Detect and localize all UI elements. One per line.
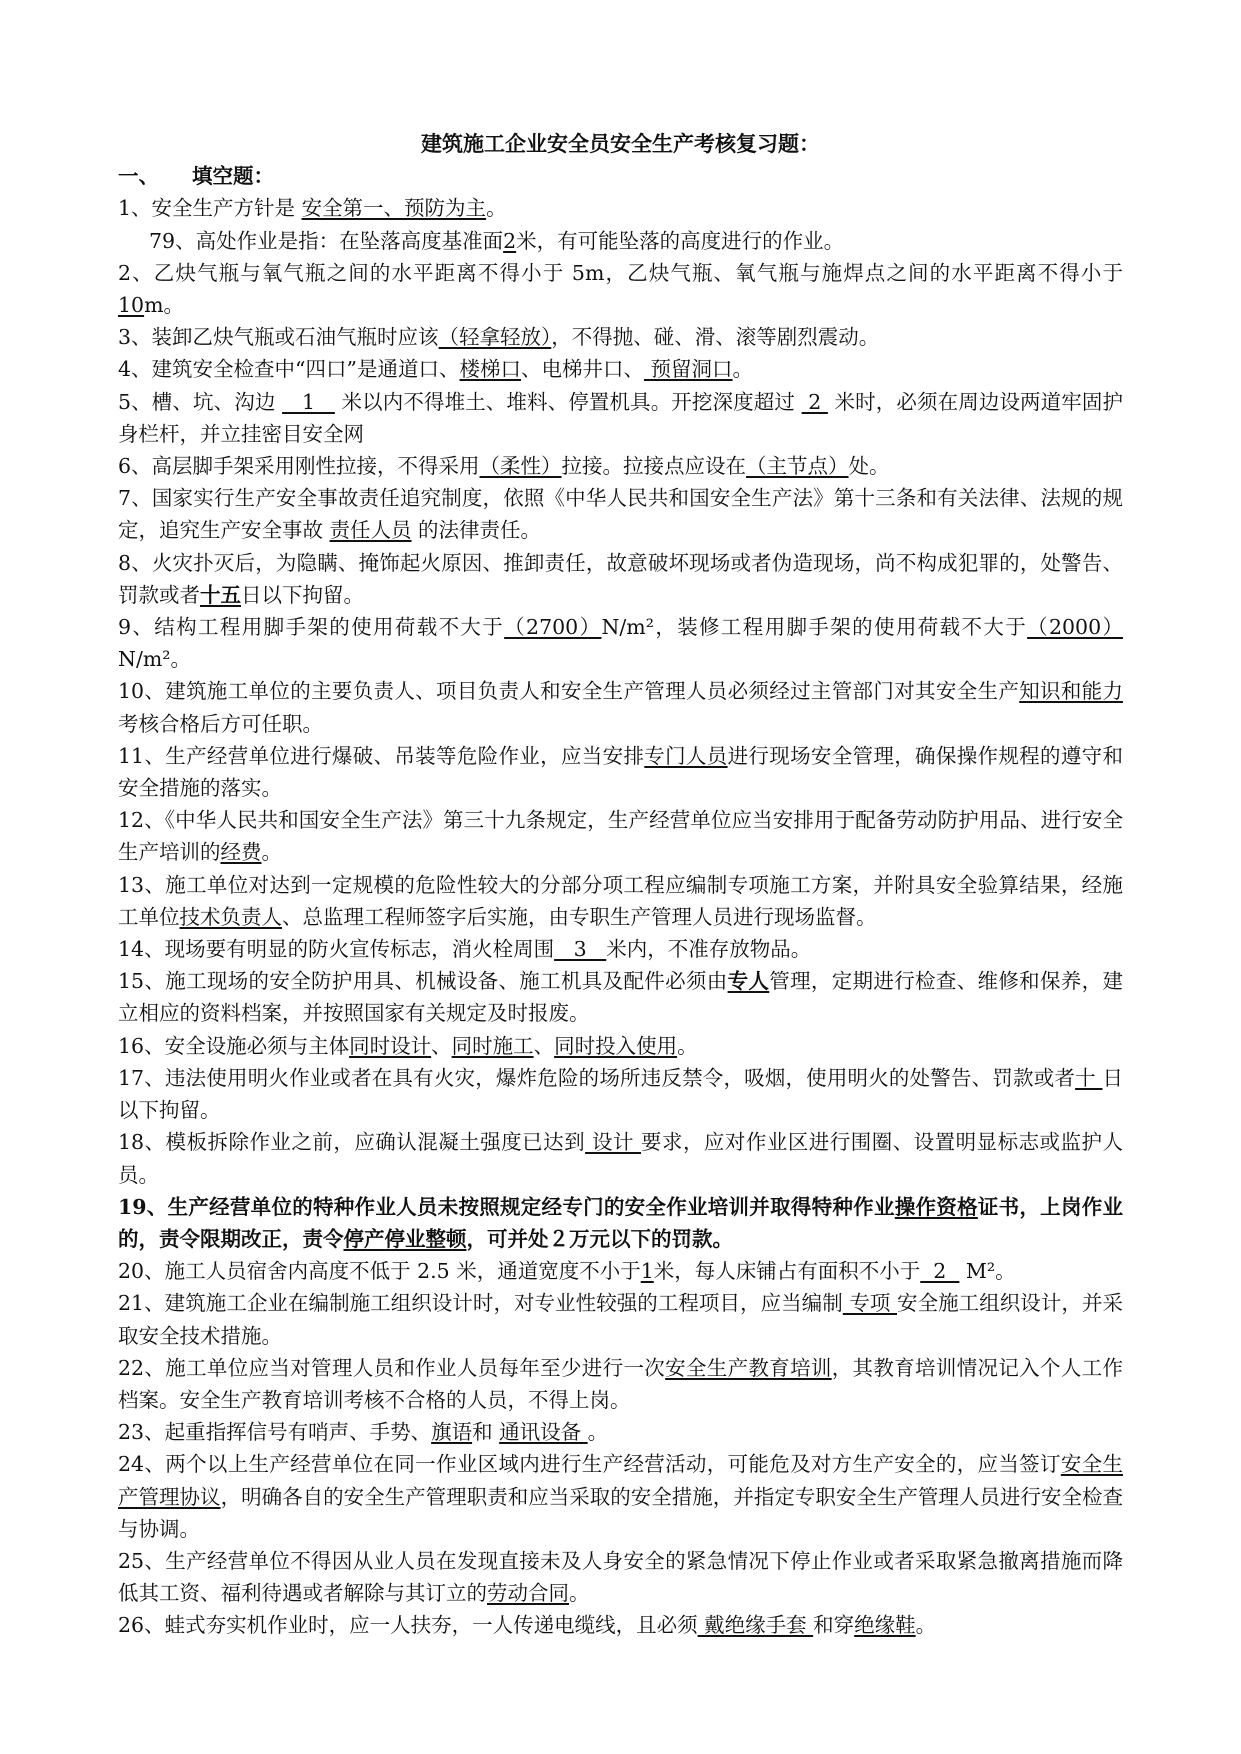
- question-text: 考核合格后方可任职。: [118, 711, 323, 736]
- question-text: 10、建筑施工单位的主要负责人、项目负责人和安全生产管理人员必须经过主管部门对其安全生产: [118, 679, 1020, 704]
- question-text: 进行现场安全管理，确保操作规程的遵守和安全措施的落实。: [118, 743, 1123, 801]
- question-item: [118, 482, 1123, 546]
- question-text: 。: [915, 1613, 937, 1638]
- question-text: 米，有可能坠落的高度进行的作业。: [516, 228, 845, 253]
- answer-text: （2000）: [1027, 615, 1124, 640]
- question-text: 5、槽、坑、沟边: [118, 389, 283, 414]
- answer-text: 10: [118, 293, 145, 318]
- question-text: 12、《中华人民共和国安全生产法》第三十九条规定，生产经营单位应当安排用于配备劳动防护用品、进行安全生产培训的: [118, 808, 1123, 865]
- question-text: M²。: [959, 1259, 1016, 1284]
- answer-text: 3: [554, 937, 607, 962]
- question-text: 米内，不准存放物品。: [606, 937, 812, 962]
- question-text: 26、蛙式夯实机作业时，应一人扶夯，一人传递电缆线，且必须: [118, 1613, 698, 1638]
- answer-text: 技术负责人: [179, 904, 282, 929]
- question-text: 、: [533, 1033, 555, 1058]
- question-text: 的法律责任。: [411, 518, 542, 543]
- question-text: 9、结构工程用脚手架的使用荷载不大于: [118, 615, 505, 640]
- section-label: 填空题：: [192, 164, 274, 189]
- question-text: 米时，必须在周边设两道牢固护身栏杆，并立挂密目安全网: [118, 389, 1124, 446]
- question-item: [118, 740, 1123, 804]
- question-text: 米以内不得堆土、堆料、停置机具。开挖深度超过: [334, 389, 802, 414]
- question-text: 13、施工单位对达到一定规模的危险性较大的分部分项工程应编制专项施工方案，并附具安全验算结果，经施工单位: [118, 872, 1123, 929]
- answer-text: 绝缘鞋: [854, 1613, 916, 1638]
- answer-text: 1: [640, 1259, 654, 1284]
- answer-text: 劳动合同: [487, 1581, 569, 1606]
- question-item: [118, 965, 1123, 1029]
- question-item: [118, 353, 1123, 385]
- question-text: 21、建筑施工企业在编制施工组织设计时，对专业性较强的工程项目，应当编制: [118, 1291, 843, 1316]
- answer-text: 2: [920, 1259, 960, 1284]
- question-text: 11、生产经营单位进行爆破、吊装等危险作业，应当安排: [118, 743, 645, 768]
- answer-text: （柔性）: [479, 454, 562, 479]
- answer-text: 安全生产管理协议: [118, 1452, 1123, 1509]
- question-item: [118, 1545, 1123, 1609]
- question-item: [118, 321, 1123, 353]
- answer-text: 楼梯口: [459, 357, 522, 382]
- question-text: 日以下拘留。: [118, 1065, 1123, 1123]
- question-text: 。: [486, 196, 507, 221]
- question-item: [118, 1191, 1123, 1255]
- question-item: [118, 1126, 1123, 1190]
- question-item: [118, 1030, 1123, 1062]
- question-text: 15、施工现场的安全防护用具、机械设备、施工机具及配件必须由: [118, 969, 728, 994]
- question-item: [118, 1448, 1123, 1545]
- question-text: 管理，定期进行检查、维修和保养，建立相应的资料档案，并按照国家有关规定及时报废。: [118, 969, 1123, 1026]
- answer-text: 十: [1075, 1065, 1103, 1090]
- question-item: [118, 1287, 1123, 1351]
- question-text: 。: [261, 840, 282, 865]
- answer-text: 同时设计: [349, 1033, 432, 1058]
- document-title: 建筑施工企业安全员安全生产考核复习题：: [421, 131, 820, 156]
- question-text: 3、装卸乙炔气瓶或石油气瓶时应该: [118, 325, 439, 350]
- question-text: 。: [587, 1420, 609, 1445]
- question-list: [118, 192, 1130, 1641]
- question-text: 1、安全生产方针是: [118, 196, 302, 221]
- answer-text: 专门人员: [644, 743, 728, 768]
- answer-text: 2: [801, 389, 828, 414]
- question-item: [118, 547, 1123, 611]
- question-text: 79、高处作业是指：在坠落高度基准面: [149, 228, 504, 253]
- question-item: [118, 1609, 1123, 1641]
- question-text: 和: [472, 1420, 500, 1445]
- question-text: 要求，应对作业区进行围圈、设置明显标志或监护人员。: [118, 1130, 1123, 1187]
- question-text: 拉接。拉接点应设在: [561, 454, 747, 479]
- question-text: 8、火灾扑灭后，为隐瞒、掩饰起火原因、推卸责任，故意破坏现场或者伪造现场，尚不构成犯罪的，处警告、罚款或者: [118, 550, 1123, 607]
- question-item: [118, 225, 1123, 257]
- answer-text: （2700）: [504, 615, 602, 640]
- question-text: 。: [569, 1581, 590, 1606]
- answer-text: 旗语: [431, 1420, 473, 1445]
- answer-text: 2: [503, 228, 517, 253]
- question-text: 。: [732, 357, 754, 382]
- question-text: 6、高层脚手架采用刚性拉接，不得采用: [118, 454, 480, 479]
- question-text: ，可并处２万元以下的罚款。: [466, 1226, 733, 1251]
- question-text: 安全施工组织设计，并采取安全技术措施。: [118, 1291, 1123, 1348]
- question-text: ，明确各自的安全生产管理职责和应当采取的安全措施，并指定专职安全生产管理人员进行安全检查与协调。: [118, 1484, 1124, 1541]
- question-text: ，不得抛、碰、滑、滚等剧烈震动。: [551, 325, 880, 350]
- document-page: [118, 128, 1130, 1642]
- answer-text: 设计: [585, 1130, 641, 1155]
- question-item: [118, 933, 1123, 965]
- question-text: 。: [677, 1033, 698, 1058]
- question-text: 米，每人床铺占有面积不小于: [653, 1259, 921, 1284]
- answer-text: 专项: [842, 1291, 898, 1316]
- question-item: [118, 192, 1123, 224]
- answer-text: 经费: [220, 840, 262, 865]
- question-item: [118, 804, 1123, 868]
- question-item: [118, 1255, 1123, 1287]
- question-text: 处。: [848, 454, 890, 479]
- answer-text: （轻拿轻放）: [438, 325, 552, 350]
- section-heading: [118, 160, 1123, 192]
- answer-text: 安全第一、预防为主: [301, 196, 487, 221]
- answer-text: 停产停业整顿: [343, 1226, 467, 1251]
- question-item: [118, 1062, 1123, 1126]
- answer-text: 通讯设备: [499, 1420, 588, 1445]
- question-text: 23、起重指挥信号有哨声、手势、: [118, 1420, 432, 1445]
- question-item: [118, 450, 1123, 482]
- question-text: 14、现场要有明显的防火宣传标志，消火栓周围: [118, 937, 555, 962]
- question-text: 18、模板拆除作业之前，应确认混凝土强度已达到: [118, 1130, 586, 1155]
- answer-text: 1: [282, 389, 335, 414]
- question-text: 7、国家实行生产安全事故责任追究制度，依照《中华人民共和国安全生产法》第十三条和有关法律、法规的规定，追究生产安全事故: [118, 486, 1123, 543]
- question-text: 17、违法使用明火作业或者在具有火灾，爆炸危险的场所违反禁令，吸烟，使用明火的处警告、罚款或者: [118, 1065, 1076, 1090]
- question-text: ，其教育培训情况记入个人工作档案。安全生产教育培训考核不合格的人员，不得上岗。: [118, 1355, 1123, 1412]
- answer-text: 戴绝缘手套: [697, 1613, 814, 1638]
- question-item: [118, 611, 1130, 675]
- question-text: 20、施工人员宿舍内高度不低于 2.5 米，通道宽度不小于: [118, 1259, 641, 1284]
- question-text: 19、生产经营单位的特种作业人员未按照规定经专门的安全作业培训并取得特种作业: [118, 1194, 895, 1219]
- answer-text: 责任人员: [329, 518, 412, 543]
- question-text: 24、两个以上生产经营单位在同一作业区域内进行生产经营活动，可能危及对方生产安全的，应当签订: [118, 1452, 1061, 1477]
- question-item: [118, 675, 1123, 739]
- question-item: [118, 257, 1130, 321]
- question-text: 日以下拘留。: [241, 582, 364, 607]
- answer-text: 同时施工: [451, 1033, 534, 1058]
- question-text: 证书，上岗作业的，责令限期改正，责令: [118, 1194, 1124, 1251]
- question-item: [118, 869, 1123, 933]
- answer-text: （主节点）: [746, 454, 849, 479]
- question-text: N/m²，装修工程用脚手架的使用荷载不大于: [601, 615, 1028, 640]
- question-text: 16、安全设施必须与主体: [118, 1033, 350, 1058]
- question-item: [118, 386, 1123, 450]
- question-text: 、总监理工程师签字后实施，由专职生产管理人员进行现场监督。: [282, 904, 877, 929]
- answer-text: 操作资格: [894, 1194, 978, 1219]
- question-text: 2、乙炔气瓶与氧气瓶之间的水平距离不得小于 5m，乙炔气瓶、氧气瓶与施焊点之间的水平距离不得小于: [118, 260, 1130, 285]
- answer-text: 知识和能力: [1019, 679, 1123, 704]
- answer-text: 安全生产教育培训: [665, 1355, 832, 1380]
- question-text: 和穿: [813, 1613, 855, 1638]
- answer-text: 预留洞口: [644, 357, 733, 382]
- question-item: [118, 1416, 1123, 1448]
- answer-text: 专人: [727, 969, 770, 994]
- question-item: [118, 1352, 1123, 1416]
- question-text: m。: [144, 293, 185, 318]
- section-number: 一、: [118, 164, 159, 189]
- question-text: 22、施工单位应当对管理人员和作业人员每年至少进行一次: [118, 1355, 666, 1380]
- answer-text: 十五: [200, 582, 241, 607]
- question-text: 4、建筑安全检查中“四口”是通道口、: [118, 357, 460, 382]
- question-text: 、电梯井口、: [521, 357, 645, 382]
- answer-text: 同时投入使用: [554, 1033, 678, 1058]
- question-text: 、: [431, 1033, 452, 1058]
- question-text: N/m²。: [118, 615, 1130, 672]
- question-text: 25、生产经营单位不得因从业人员在发现直接未及人身安全的紧急情况下停止作业或者采取紧急撤离措施而降低其工资、福利待遇或者解除与其订立的: [118, 1548, 1123, 1606]
